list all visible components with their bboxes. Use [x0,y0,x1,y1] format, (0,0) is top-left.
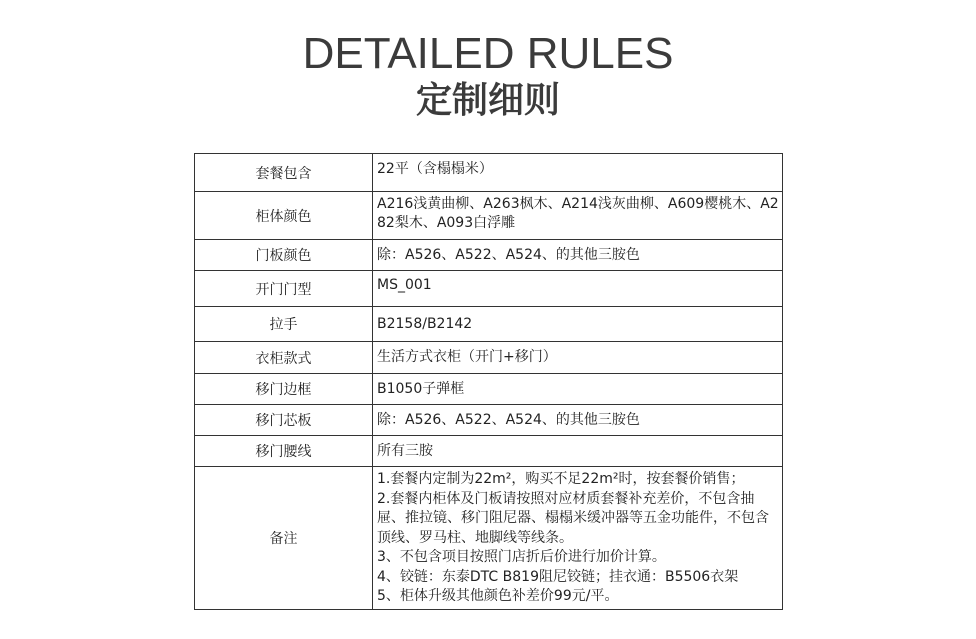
table-row [195,405,783,436]
note-line: 3、不包含项目按照门店折后价进行加价计算。 [377,549,666,565]
row-value: 除：A526、A522、A524、的其他三胺色 [373,240,783,271]
row-value: 22平（含榻榻米） [373,154,783,192]
table-row [195,271,783,307]
page-title-en: DETAILED RULES [302,29,674,78]
row-value: B1050子弹框 [373,374,783,405]
notes-label: 备注 [195,467,373,610]
rules-table [194,153,783,610]
row-label: 移门腰线 [195,436,373,467]
table-row [195,342,783,374]
note-line: 4、铰链：东泰DTC B819阻尼铰链；挂衣通：B5506衣架 [377,568,739,585]
row-label: 移门芯板 [195,405,373,436]
row-value: B2158/B2142 [373,307,783,342]
page-title-cn: 定制细则 [415,80,560,121]
notes-value [373,467,783,610]
row-value: 所有三胺 [373,436,783,467]
note-line: 2.套餐内柜体及门板请按照对应材质套餐补充差价，不包含抽屉、推拉镜、移门阻尼器、榻榻米缓冲器等五金功能件，不包含顶线、罗马柱、地脚线等线条。 [377,490,769,546]
row-label: 柜体颜色 [195,192,373,240]
row-label: 套餐包含 [195,154,373,192]
row-label: 拉手 [195,307,373,342]
table-row [195,154,783,192]
row-label: 门板颜色 [195,240,373,271]
row-value: 除：A526、A522、A524、的其他三胺色 [373,405,783,436]
table-row-notes [195,467,783,610]
table-row [195,307,783,342]
table-row [195,436,783,467]
table-row [195,192,783,240]
row-value: 生活方式衣柜（开门+移门） [373,342,783,374]
row-value: MS_001 [373,271,783,307]
row-label: 移门边框 [195,374,373,405]
row-label: 开门门型 [195,271,373,307]
table-row [195,374,783,405]
row-label: 衣柜款式 [195,342,373,374]
table-row [195,240,783,271]
note-line: 1.套餐内定制为22m²，购买不足22m²时，按套餐价销售； [377,471,745,487]
note-line: 5、柜体升级其他颜色补差价99元/平。 [377,588,619,604]
row-value: A216浅黄曲柳、A263枫木、A214浅灰曲柳、A609樱桃木、A282梨木、A093白浮雕 [373,192,783,240]
